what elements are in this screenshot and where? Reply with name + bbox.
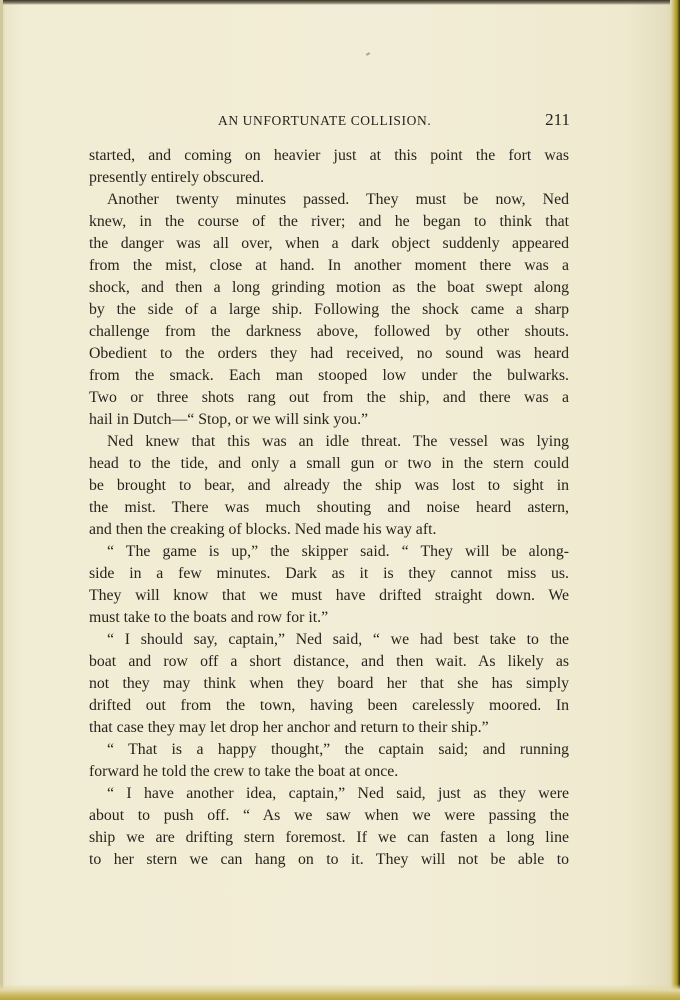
running-head [88,110,572,132]
text-line: the mist. There was much shouting and noise heard astern, [89,499,569,516]
text-line: from the mist, close at hand. In another moment there was a [89,257,569,274]
text-line: shock, and then a long grinding motion as the boat swept along [89,279,569,296]
text-line: “ The game is up,” the skipper said. “ They will be along- [107,543,569,560]
text-line: and then the creaking of blocks. Ned made his way aft. [89,521,437,538]
text-line: to her stern we can hang on to it. They will not be able to [89,851,569,868]
page-number: 211 [545,110,570,129]
text-line: started, and coming on heavier just at this point the fort was [89,147,569,164]
text-line: ship we are drifting stern foremost. If we can fasten a long line [89,829,569,846]
text-line: Another twenty minutes passed. They must be now, Ned [107,191,569,208]
text-line: Two or three shots rang out from the ship, and there was a [89,389,569,406]
paper-speck [366,52,370,56]
page-left-edge [0,0,3,1000]
text-line: presently entirely obscured. [89,169,265,186]
text-line: forward he told the crew to take the boat at once. [89,763,399,780]
page-bottom-edge [0,984,680,1000]
body-text [89,145,569,871]
text-line: Ned knew that this was an idle threat. The vessel was lying [107,433,569,450]
text-line: side in a few minutes. Dark as it is they cannot miss us. [89,565,569,582]
text-line: “ I have another idea, captain,” Ned said, just as they were [107,785,569,802]
text-line: They will know that we must have drifted straight down. We [89,587,569,604]
text-line: “ That is a happy thought,” the captain said; and running [107,741,569,758]
text-line: head to the tide, and only a small gun or two in the stern could [89,455,569,472]
text-line: hail in Dutch—“ Stop, or we will sink you.” [89,411,369,428]
text-line: not they may think when they board her that she has simply [89,675,569,692]
text-line: boat and row off a short distance, and then wait. As likely as [89,653,569,670]
page-top-edge [0,0,680,5]
text-line: Obedient to the orders they had received, no sound was heard [89,345,569,362]
text-line: be brought to bear, and already the ship was lost to sight in [89,477,569,494]
text-line: must take to the boats and row for it.” [89,609,329,626]
text-line: about to push off. “ As we saw when we were passing the [89,807,569,824]
text-line: that case they may let drop her anchor and return to their ship.” [89,719,489,736]
text-line: the danger was all over, when a dark object suddenly appeared [89,235,569,252]
text-line: challenge from the darkness above, followed by other shouts. [89,323,569,340]
text-line: drifted out from the town, having been carelessly moored. In [89,697,569,714]
text-line: knew, in the course of the river; and he began to think that [89,213,569,230]
text-line: “ I should say, captain,” Ned said, “ we had best take to the [107,631,569,648]
page-right-edge [670,0,680,1000]
text-line: by the side of a large ship. Following the shock came a sharp [89,301,569,318]
text-line: from the smack. Each man stooped low under the bulwarks. [89,367,569,384]
chapter-title: AN UNFORTUNATE COLLISION. [218,113,432,128]
